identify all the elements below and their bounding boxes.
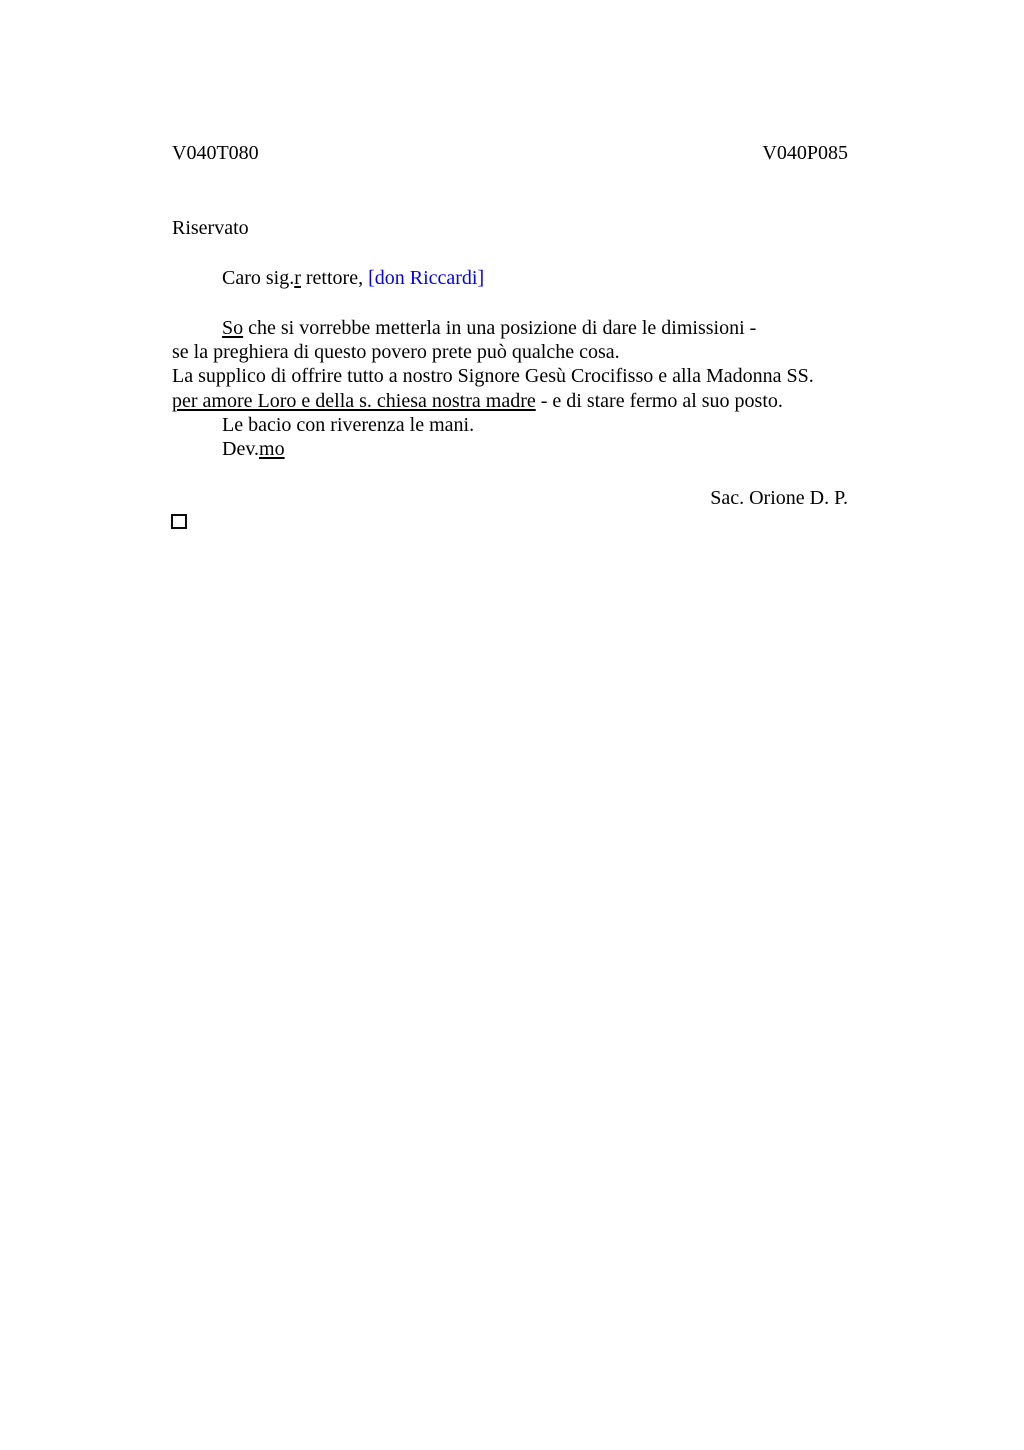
signature-line: Sac. Orione D. P.	[710, 487, 848, 509]
line-text: Dev.	[222, 438, 260, 461]
body-line	[172, 340, 848, 364]
body-line	[172, 413, 848, 437]
empty-checkbox-glyph	[171, 514, 187, 529]
line-text: Le bacio con riverenza le mani.	[222, 413, 475, 436]
header-row	[172, 141, 848, 165]
body-line	[172, 437, 848, 461]
line-underlined-text: mo	[259, 438, 285, 461]
line-text: - e di stare fermo al suo posto.	[535, 389, 783, 412]
recipient-link[interactable]: [don Riccardi]	[368, 267, 485, 289]
salutation-underlined: r	[294, 267, 301, 289]
body-line	[172, 316, 848, 340]
line-text: La supplico di offrire tutto a nostro Signore Gesù Crocifisso e alla Madonna SS.	[172, 365, 814, 388]
line-text: se la preghiera di questo povero prete può qualche cosa.	[172, 341, 620, 364]
letter-body	[172, 316, 848, 461]
salutation-text: Caro sig.	[222, 267, 295, 289]
line-text: che si vorrebbe metterla in una posizione di dare le dimissioni -	[243, 317, 757, 339]
header-right-code: V040P085	[762, 142, 848, 164]
salutation-text-2: rettore,	[300, 267, 369, 289]
line-underlined-text: So	[222, 317, 244, 339]
classification-label: Riservato	[172, 217, 249, 239]
body-line	[172, 389, 848, 413]
line-underlined-text: per amore Loro e della s. chiesa nostra madre	[172, 389, 536, 412]
body-line	[172, 364, 848, 388]
header-left-code: V040T080	[172, 142, 259, 164]
salutation-line	[172, 266, 898, 290]
